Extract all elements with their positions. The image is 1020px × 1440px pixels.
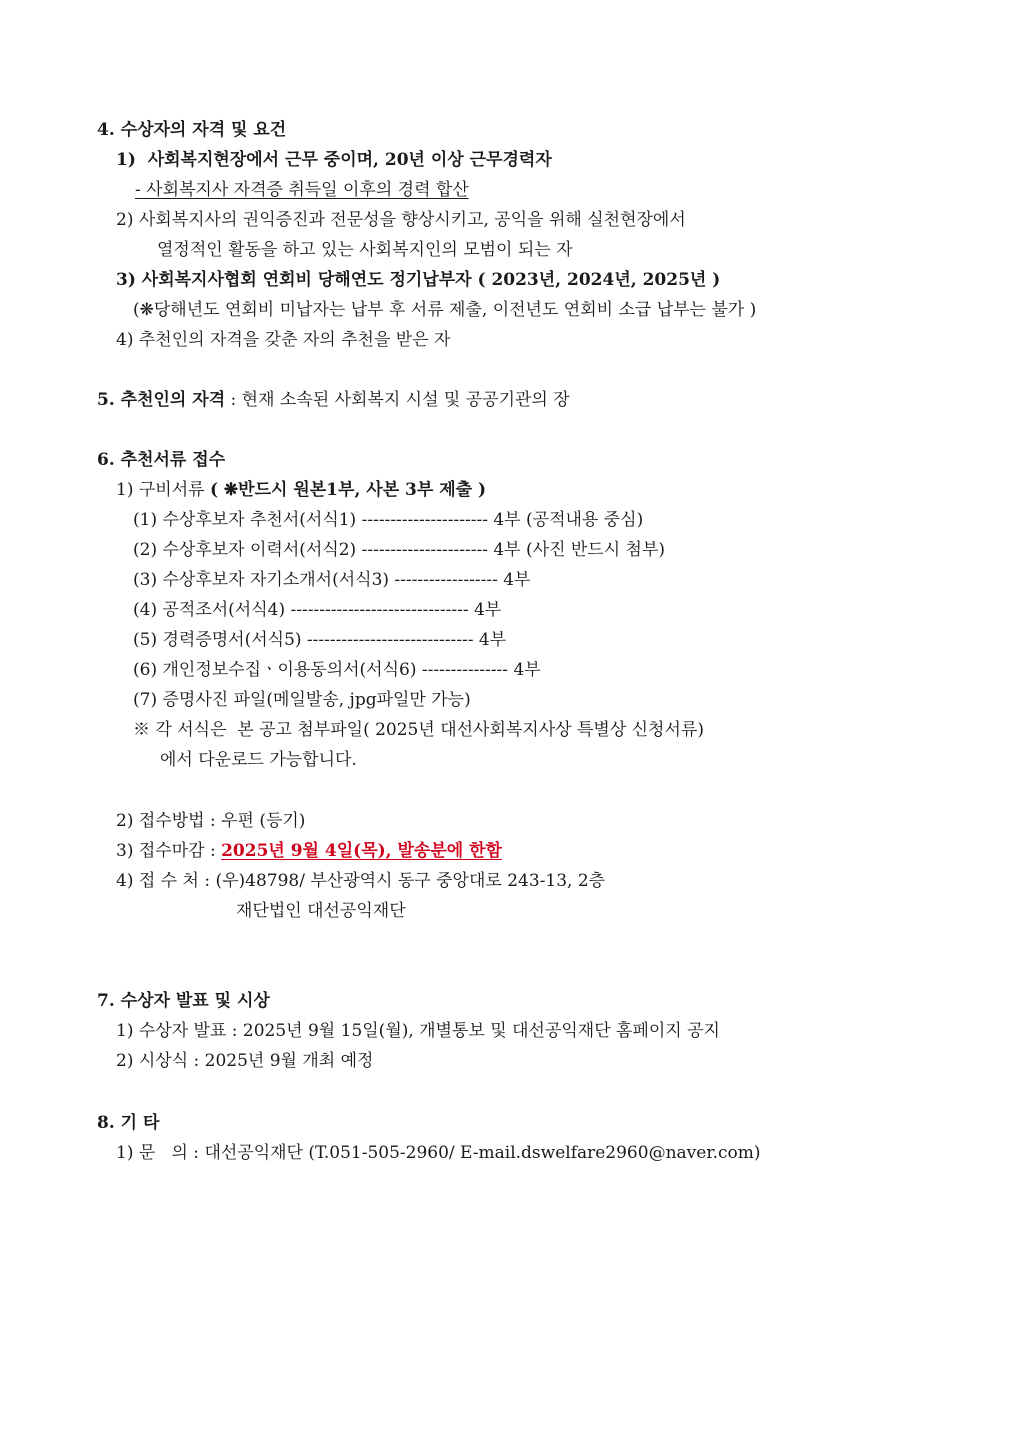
section-4-item-4: 4) 추천인의 자격을 갖춘 자의 추천을 받은 자 [116, 330, 451, 350]
section-6-item-1 [116, 479, 486, 501]
section-6-item-3 [116, 840, 502, 862]
section-7-item-2: 2) 시상식 : 2025년 9월 개최 예정 [116, 1051, 374, 1071]
section-5 [97, 389, 570, 411]
section-4-item-2-line-1: 2) 사회복지사의 권익증진과 전문성을 향상시키고, 공익을 위해 실천현장에서 [116, 210, 686, 230]
section-6-item-4-line-1: 4) 접 수 처 : (우)48798/ 부산광역시 동구 중앙대로 243-13, 2층 [116, 871, 606, 891]
section-5-text: : 현재 소속된 사회복지 시설 및 공공기관의 장 [225, 390, 570, 410]
doc-item-6: (6) 개인정보수집ㆍ이용동의서(서식6) --------------- 4부 [133, 660, 541, 680]
deadline-text: 2025년 9월 4일(목), 발송분에 한함 [221, 841, 502, 861]
doc-item-5: (5) 경력증명서(서식5) ----------------------------- 4부 [133, 630, 507, 650]
section-4-item-1: 1) 사회복지현장에서 근무 중이며, 20년 이상 근무경력자 [116, 150, 552, 170]
section-5-label: 5. 추천인의 자격 [97, 390, 226, 410]
section-6-item-1-prefix: 1) 구비서류 [116, 480, 210, 500]
section-4-item-1-sub: - 사회복지사 자격증 취득일 이후의 경력 합산 [135, 180, 469, 200]
section-6-note-line-1: ※ 각 서식은 본 공고 첨부파일( 2025년 대선사회복지사상 특별상 신청서류) [133, 720, 704, 740]
section-4-item-3-note: (❋당해년도 연회비 미납자는 납부 후 서류 제출, 이전년도 연회비 소급 납부는 불가 ) [133, 300, 757, 320]
doc-item-2: (2) 수상후보자 이력서(서식2) ---------------------- 4부 (사진 반드시 첨부) [133, 540, 666, 560]
section-6-note-line-2: 에서 다운로드 가능합니다. [160, 750, 357, 770]
section-4-heading: 4. 수상자의 자격 및 요건 [97, 120, 287, 140]
section-8-item-1: 1) 문 의 : 대선공익재단 (T.051-505-2960/ E-mail.dswelfare2960@naver.com) [116, 1143, 761, 1163]
doc-item-4: (4) 공적조서(서식4) ------------------------------- 4부 [133, 600, 502, 620]
section-7-heading: 7. 수상자 발표 및 시상 [97, 991, 270, 1011]
doc-item-1: (1) 수상후보자 추천서(서식1) ---------------------- 4부 (공적내용 중심) [133, 510, 644, 530]
section-4-item-3: 3) 사회복지사협회 연회비 당해연도 정기납부자 ( 2023년, 2024년, 2025년 ) [116, 270, 721, 290]
section-6-item-2: 2) 접수방법 : 우편 (등기) [116, 811, 306, 831]
section-6-heading: 6. 추천서류 접수 [97, 450, 226, 470]
section-6-item-3-prefix: 3) 접수마감 : [116, 841, 222, 861]
doc-item-3: (3) 수상후보자 자기소개서(서식3) ------------------ 4부 [133, 570, 531, 590]
section-8-heading: 8. 기 타 [97, 1113, 160, 1133]
section-6-item-1-emphasis: ( ❋반드시 원본1부, 사본 3부 제출 ) [209, 480, 487, 500]
section-6-item-4-line-2: 재단법인 대선공익재단 [236, 901, 406, 921]
section-4-item-2-line-2: 열정적인 활동을 하고 있는 사회복지인의 모범이 되는 자 [157, 240, 573, 260]
section-7-item-1: 1) 수상자 발표 : 2025년 9월 15일(월), 개별통보 및 대선공익재단 홈페이지 공지 [116, 1021, 720, 1041]
doc-item-7: (7) 증명사진 파일(메일발송, jpg파일만 가능) [133, 690, 471, 710]
